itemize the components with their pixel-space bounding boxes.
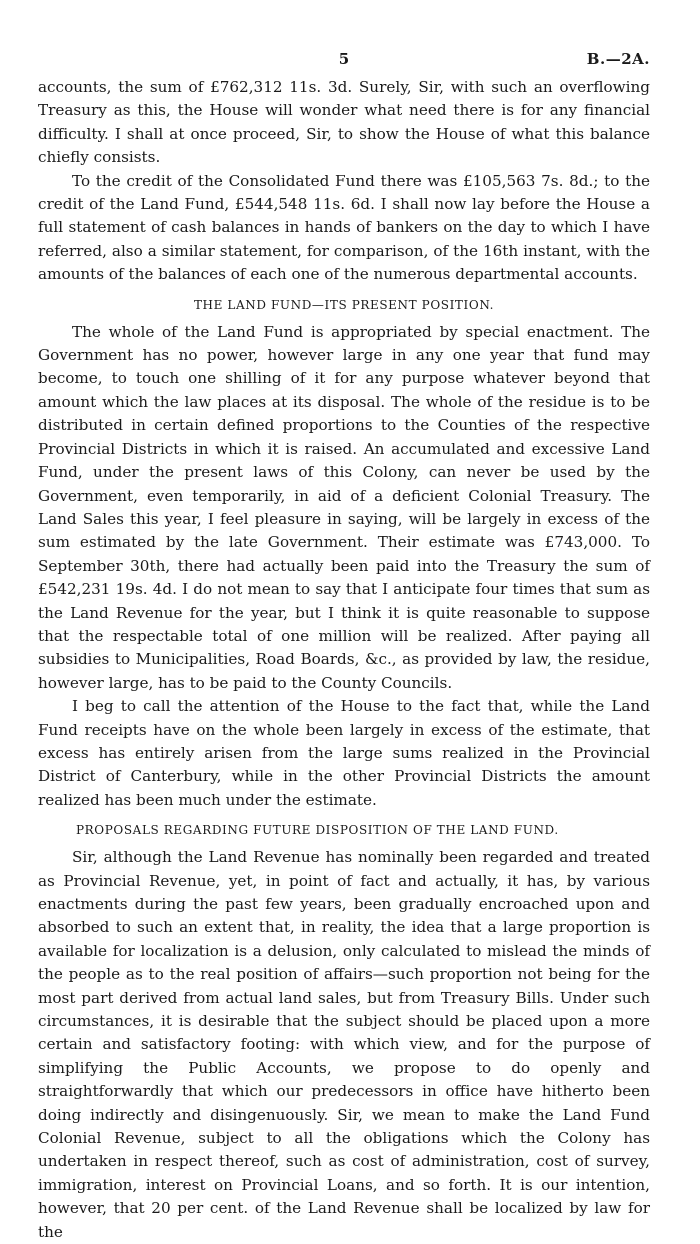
section-heading: THE LAND FUND—ITS PRESENT POSITION.: [193, 297, 495, 312]
document-reference: B.—2A.: [586, 50, 650, 68]
paragraph: accounts, the sum of £762,312 11s. 3d. Surely, Sir, with such an overflowing Treasury as this, the House will wonder what need there is for any financial difficulty. I shall at once proceed, Sir, to show the House of what this balance chiefly consists.: [38, 78, 650, 167]
paragraph: To the credit of the Consolidated Fund there was £105,563 7s. 8d.; to the credit of the Land Fund, £544,548 11s. 6d. I shall now lay before the House a full statement of cash balances in hands of bankers on the day to which I have referred, also a similar statement, for comparison, of the 16th instant, with the amounts of the balances of each one of the numerous departmental accounts.: [38, 171, 650, 284]
paragraph: I beg to call the attention of the House to the fact that, while the Land Fund receipts have on the whole been largely in excess of the estimate, that excess has entirely arisen from the large sums realized in the Provincial District of Canterbury, while in the other Provincial Districts the amount realized has been much under the estimate.: [38, 697, 650, 809]
page-header: [38, 46, 650, 76]
page-number: 5: [338, 50, 350, 68]
paragraph: The whole of the Land Fund is appropriated by special enactment. The Government has no power, however large in any one year that fund may become, to touch one shilling of it for any purpose whatever beyond that amount which the law places at its disposal. The whole of the residue is to be distributed in certain defined proportions to the Counties of the respective Provincial Districts in which it is raised. An accumulated and excessive Land Fund, under the present laws of this Colony, can never be used by the Government, even temporarily, in aid of a deficient Colonial Treasury. The Land Sales this year, I feel pleasure in saying, will be largely in excess of the sum estimated by the late Government. Their estimate was £743,000. To September 30th, there had actually been paid into the Treasury the sum of £542,231 19s. 4d. I do not mean to say that I anticipate four times that sum as the Land Revenue for the year, but I think it is quite reasonable to suppose that the respectable total of one million will be realized. After paying all subsidies to Municipalities, Road Boards, &c., as provided by law, the residue, however large, has to be paid to the County Councils.: [38, 322, 650, 692]
paragraph: Sir, although the Land Revenue has nominally been regarded and treated as Provincial Revenue, yet, in point of fact and actually, it has, by various enactments during the past few years, been gradually encroached upon and absorbed to such an extent that, in reality, the idea that a large proportion is available for localization is a delusion, only calculated to mislead the minds of the people as to the real position of affairs—such proportion not being for the most part derived from actual land sales, but from Treasury Bills. Under such circumstances, it is desirable that the subject should be placed upon a more certain and satisfactory footing: with which view, and for the purpose of simplifying the Public Accounts, we propose to do openly and straightforwardly that which our predecessors in office have hitherto been doing indirectly and disingenuously. Sir, we mean to make the Land Fund Colonial Revenue, subject to all the obligations which the Colony has undertaken in respect thereof, such as cost of administration, cost of survey, immigration, interest on Provincial Loans, and so forth. It is our intention, however, that 20 per cent. of the Land Revenue shall be localized by law for the: [38, 848, 650, 1241]
section-heading: PROPOSALS REGARDING FUTURE DISPOSITION OF THE LAND FUND.: [76, 823, 559, 838]
document-page: [38, 46, 650, 1244]
